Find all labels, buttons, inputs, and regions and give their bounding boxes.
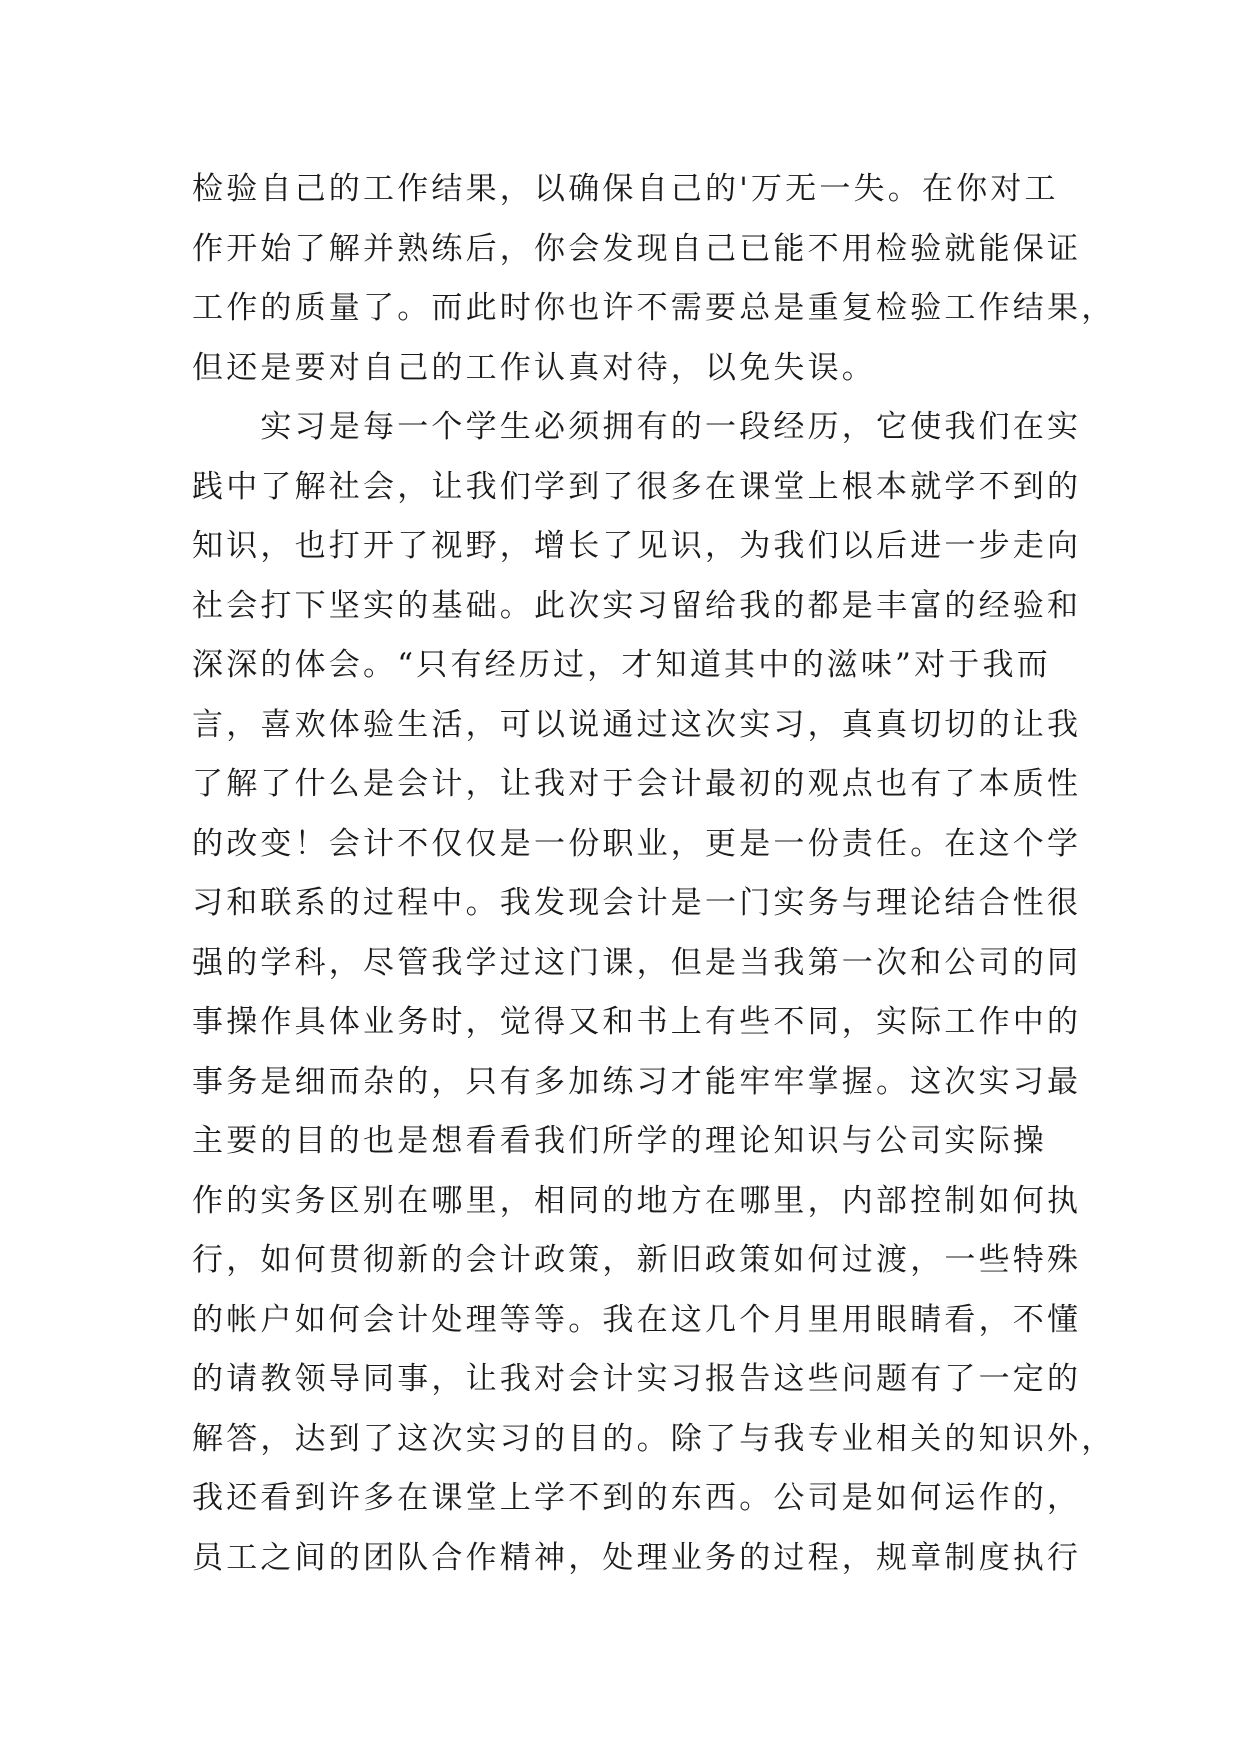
text-line: 工作的质量了。而此时你也许不需要总是重复检验工作结果， <box>192 290 1116 326</box>
text-line: 员工之间的团队合作精神，处理业务的过程，规章制度执行 <box>192 1539 1082 1576</box>
text-line: 事操作具体业务时，觉得又和书上有些不同，实际工作中的 <box>192 1004 1082 1040</box>
text-line: 行，如何贯彻新的会计政策，新旧政策如何过渡，一些特殊 <box>192 1242 1082 1278</box>
text-line: 言，喜欢体验生活，可以说通过这次实习，真真切切的让我 <box>192 706 1082 743</box>
text-line: 深深的体会。“只有经历过，才知道其中的滋味”对于我而 <box>192 647 1051 683</box>
text-line: 实习是每一个学生必须拥有的一段经历，它使我们在实 <box>192 409 1082 445</box>
text-line: 社会打下坚实的基础。此次实习留给我的都是丰富的经验和 <box>192 587 1082 624</box>
text-line: 解答，达到了这次实习的目的。除了与我专业相关的知识外， <box>192 1420 1116 1457</box>
text-line: 我还看到许多在课堂上学不到的东西。公司是如何运作的， <box>192 1480 1082 1516</box>
text-line: 的帐户如何会计处理等等。我在这几个月里用眼睛看，不懂 <box>192 1301 1082 1338</box>
text-line: 但还是要对自己的工作认真对待，以免失误。 <box>192 349 876 386</box>
text-line: 的请教领导同事，让我对会计实习报告这些问题有了一定的 <box>192 1361 1082 1397</box>
text-line: 事务是细而杂的，只有多加练习才能牢牢掌握。这次实习最 <box>192 1063 1082 1100</box>
text-line: 了解了什么是会计，让我对于会计最初的观点也有了本质性 <box>192 766 1082 802</box>
text-line: 习和联系的过程中。我发现会计是一门实务与理论结合性很 <box>192 885 1082 921</box>
text-line: 作的实务区别在哪里，相同的地方在哪里，内部控制如何执 <box>192 1182 1082 1219</box>
text-line: 主要的目的也是想看看我们所学的理论知识与公司实际操 <box>192 1123 1047 1159</box>
text-line: 强的学科，尽管我学过这门课，但是当我第一次和公司的同 <box>192 944 1082 981</box>
text-line: 的改变！会计不仅仅是一份职业，更是一份责任。在这个学 <box>192 825 1082 862</box>
text-line: 作开始了解并熟练后，你会发现自己已能不用检验就能保证 <box>192 230 1082 267</box>
text-line: 检验自己的工作结果，以确保自己的'万无一失。在你对工 <box>192 171 1059 207</box>
text-line: 知识，也打开了视野，增长了见识，为我们以后进一步走向 <box>192 528 1082 564</box>
body-text <box>192 160 1116 1588</box>
text-line: 践中了解社会，让我们学到了很多在课堂上根本就学不到的 <box>192 468 1082 505</box>
